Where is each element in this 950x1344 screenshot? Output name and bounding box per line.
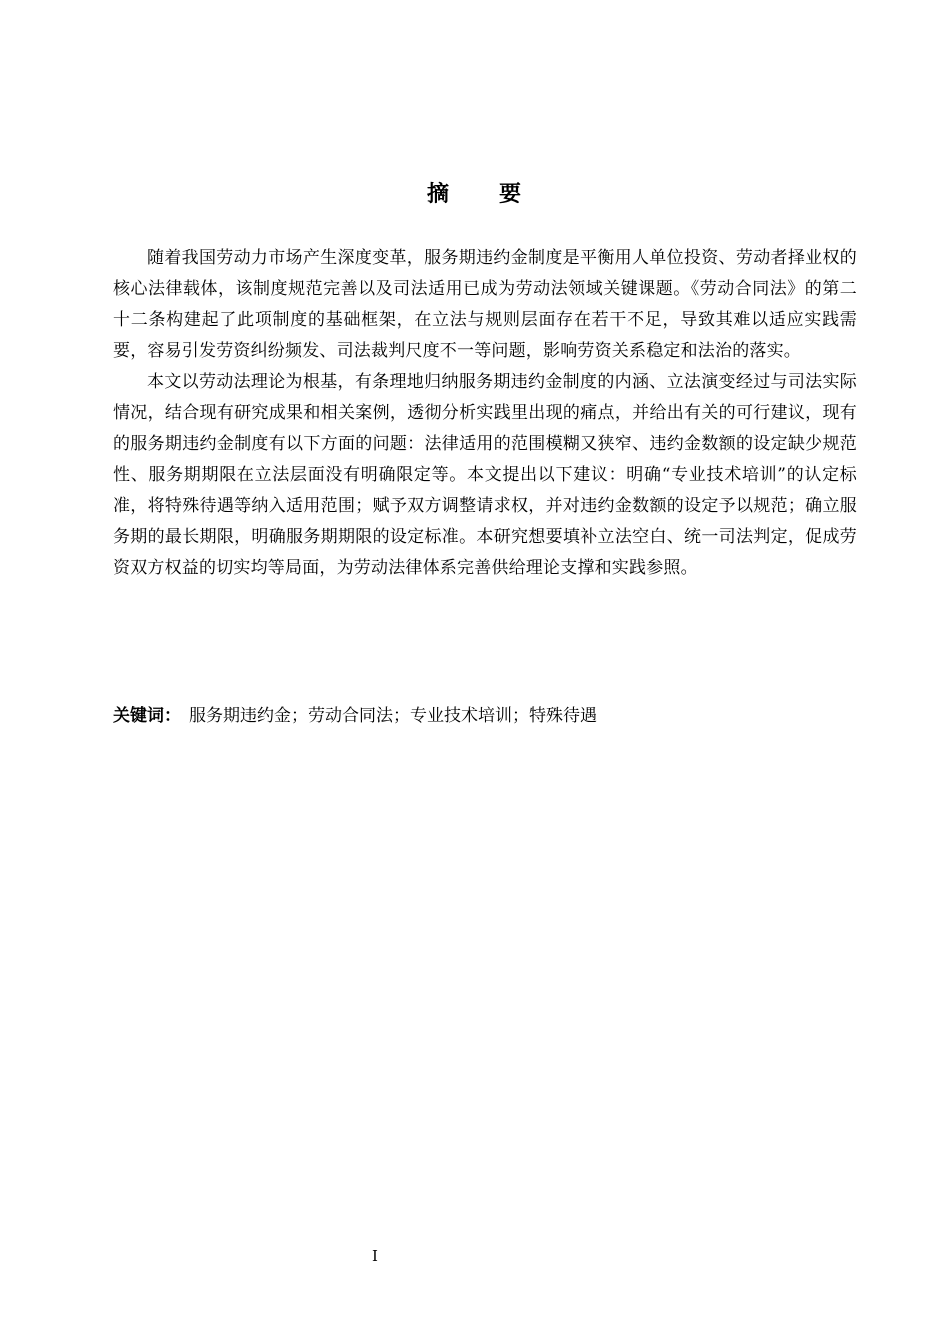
abstract-paragraph-2: 本文以劳动法理论为根基，有条理地归纳服务期违约金制度的内涵、立法演变经过与司法实际情况，结合现有研究成果和相关案例，透彻分析实践里出现的痛点，并给出有关的可行建议，现有的服务期违约金制度有以下方面的问题：法律适用的范围模糊又狭窄、违约金数额的设定缺少规范性、服务期期限在立法层面没有明确限定等。本文提出以下建议：明确“专业技术培训”的认定标准，将特殊待遇等纳入适用范围；赋予双方调整请求权，并对违约金数额的设定予以规范；确立服务期的最长期限，明确服务期期限的设定标准。本研究想要填补立法空白、统一司法判定，促成劳资双方权益的切实均等局面，为劳动法律体系完善供给理论支撑和实践参照。 bbox=[113, 372, 857, 578]
page-title-char-1: 摘 bbox=[426, 182, 451, 207]
keywords-value: 服务期违约金；劳动合同法；专业技术培训；特殊待遇 bbox=[189, 706, 597, 726]
page-title bbox=[0, 178, 950, 212]
abstract-paragraph-1: 随着我国劳动力市场产生深度变革，服务期违约金制度是平衡用人单位投资、劳动者择业权的核心法律载体，该制度规范完善以及司法适用已成为劳动法领域关键课题。《劳动合同法》的第二十二条构建起了此项制度的基础框架，在立法与规则层面存在若干不足，导致其难以适应实践需要，容易引发劳资纠纷频发、司法裁判尺度不一等问题，影响劳资关系稳定和法治的落实。 bbox=[113, 248, 857, 361]
keywords-line bbox=[113, 701, 857, 732]
page-number: I bbox=[372, 1247, 378, 1265]
keywords-label: 关键词： bbox=[113, 706, 181, 726]
page-title-char-2: 要 bbox=[499, 182, 524, 207]
abstract-body bbox=[113, 243, 857, 584]
